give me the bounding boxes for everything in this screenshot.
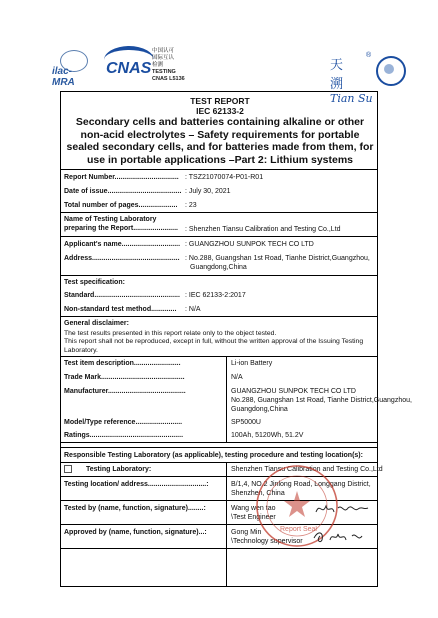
pages-row: Total number of pages.................... : 23	[64, 202, 197, 209]
cnas-accreditation-info: 中国认可 国际互认 检测 TESTING CNAS L5136	[152, 48, 185, 82]
signature-wang-wen-tao	[314, 500, 370, 518]
report-heading: TEST REPORT	[190, 96, 250, 106]
date-row: Date of issue...................................... : July 30, 2021	[64, 188, 231, 195]
checkbox	[64, 465, 72, 473]
report-title-block	[61, 96, 379, 166]
report-frame: TEST REPORT IEC 62133-2 Secondary cells and batteries containing alkaline or other non-acid electrolytes – Safety requirements for portable sealed secondary cells, and for batteries made from them, for use in portable applications –Part 2: Lithium systems Report Number................................. : TSZ21070074-P01-R01 Date of issue...................................... : July 30, 2021 Total number of pages.................... : 23 Name of Testing Laboratory preparing the Report....................... : Shenzhen Tiansu Calibration and Testing Co.,Ltd Applicant's name.............................. : GUANGZHOU SUNPOK TECH CO LTD Address............................................. : No.288, Guangshan 1st Road, Tianhe District,Guangzhou, Guangdong,China Test specification: Standard............................................ : IEC 62133-2:2017 Non-standard test method............. : N/A General disclaimer: The test results presented in this report relate only to the object tested. This report shall not be reproduced, except in full, without the written approval of the Issuing Testing Laboratory. Test item description........................ Li-ion Battery Trade Mark........................................... N/A Manufacturer........................................ GUANGZHOU SUNPOK TECH CO LTD No.288, Guangshan 1st Road, Tianhe District,Guangzhou, Guangdong,China Model/Type reference........................ SP5000U Ratings................................................ 100Ah, 5120Wh, 51.2V Responsible Testing Laboratory (as applicable), testing procedure and testing location(s): Testing Laboratory: Shenzhen Tiansu Calibration and Testing Co.,Ltd Testing location/ address..............................: B/1,4, NO.2 Jinlong Road, Longgang District, Shenzhen, China Tested by (name, function, signature)........: Wang wen tao \Test Engineer Approved by (name, function, signature)...: Gong Min \Technology supervisor	[60, 91, 378, 587]
ilac-mra-logo: ilac-MRA	[52, 50, 94, 84]
cnas-logo: CNAS	[100, 46, 160, 86]
nonstandard-row: Non-standard test method............. : N/A	[64, 306, 201, 313]
lab-row: Name of Testing Laboratory preparing the Report....................... : Shenzhen Tiansu Calibration and Testing Co.,Ltd	[64, 216, 341, 233]
tiansu-emblem-icon	[376, 56, 406, 86]
signature-gong-min	[310, 528, 366, 546]
report-title: Secondary cells and batteries containing alkaline or other non-acid electrolytes – Safety requirements for portable sealed secondary cells, and for batteries made from them, for use in portable applications –Part 2: Lithium systems	[66, 116, 374, 166]
report-number-row: Report Number................................. : TSZ21070074-P01-R01	[64, 174, 264, 181]
test-spec-heading: Test specification:	[64, 279, 125, 286]
standard-code: IEC 62133-2	[196, 106, 244, 116]
disclaimer-heading: General disclaimer:	[64, 320, 129, 327]
tiansu-logo: 天 溯 Tian Su ®	[330, 52, 373, 105]
standard-row: Standard............................................ : IEC 62133-2:2017	[64, 292, 246, 299]
applicant-row: Applicant's name.............................. : GUANGZHOU SUNPOK TECH CO LTD	[64, 241, 314, 248]
disclaimer-text: The test results presented in this report relate only to the object tested. This report shall not be reproduced, except in full, without the written approval of the Issuing Testing Laboratory.	[64, 330, 364, 354]
address-row: Address............................................. : No.288, Guangshan 1st Road, Tianhe District,Guangzhou, Guangdong,China	[64, 255, 370, 271]
svg-text:Report Seal: Report Seal	[280, 526, 317, 533]
